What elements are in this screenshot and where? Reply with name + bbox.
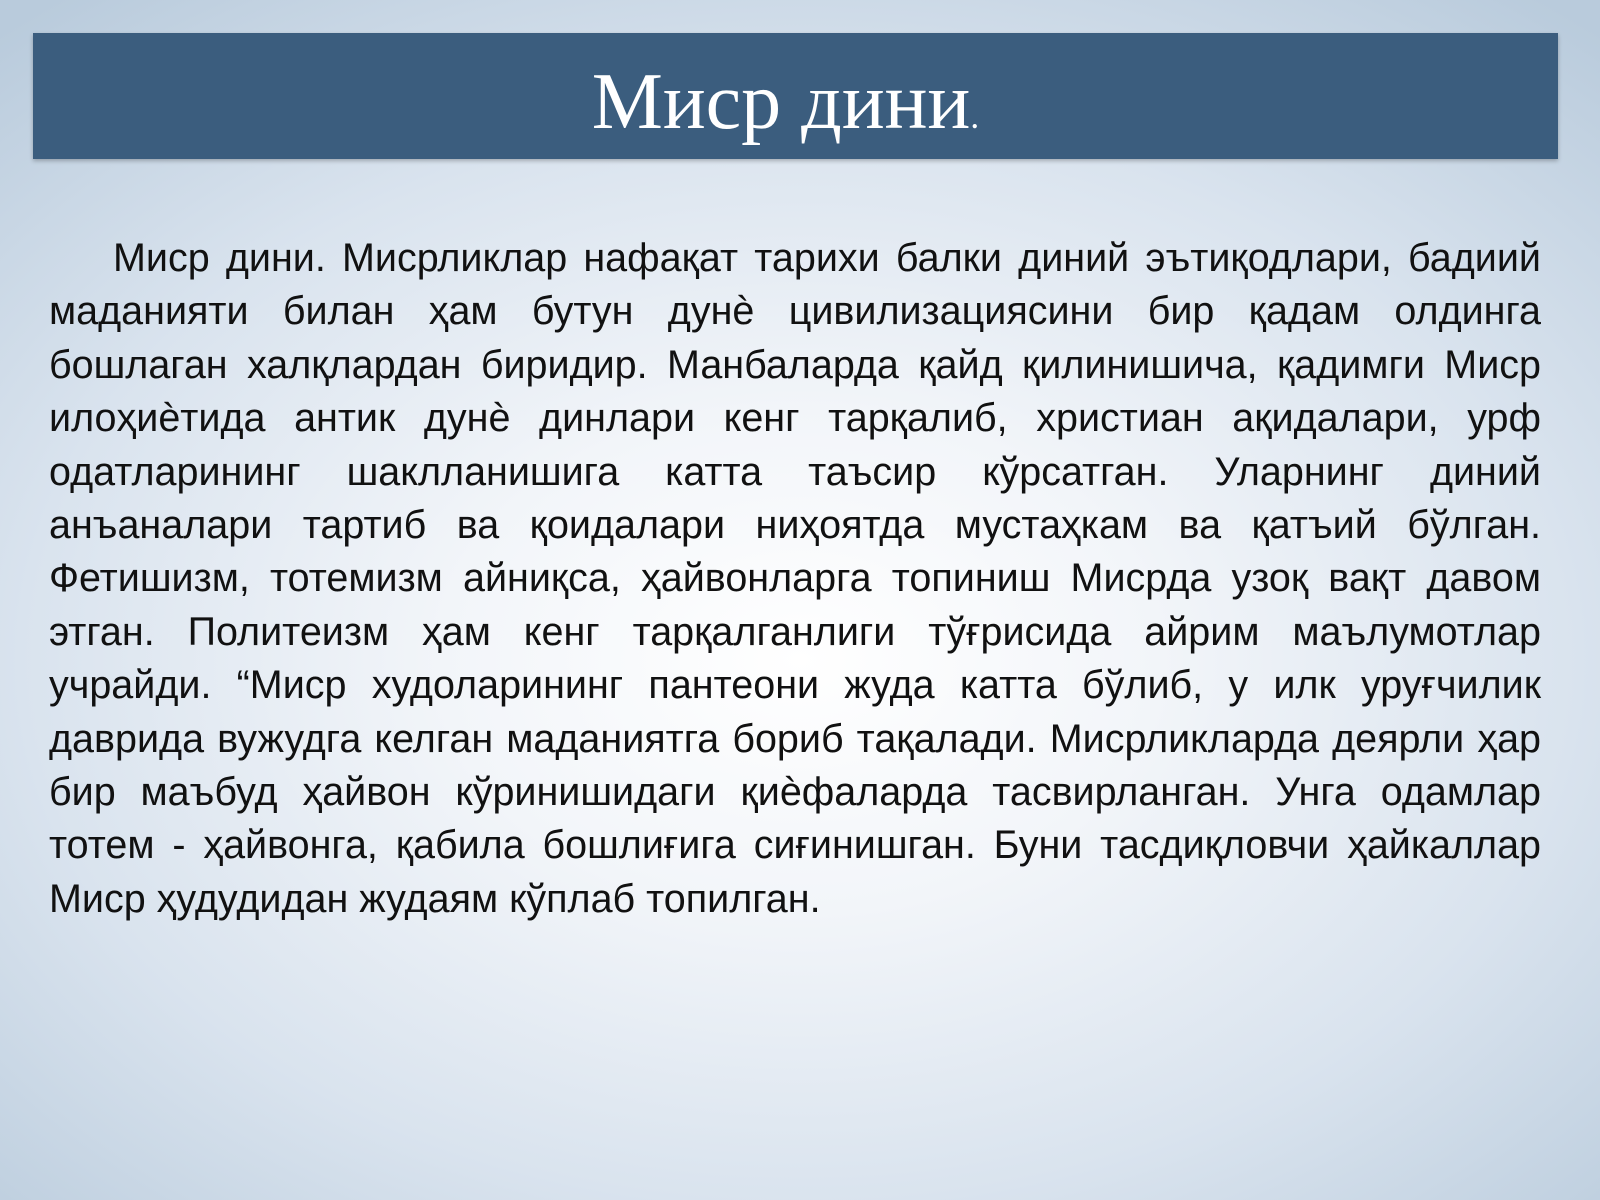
slide-title (33, 33, 1558, 159)
body-paragraph: Миср дини. Мисрликлар нафақат тарихи балки диний эътиқодлари, бадиий маданияти билан ҳам бутун дунѐ цивилизациясини бир қадам олдинга бошлаган халқлардан биридир. Манбаларда қайд қилинишича, қадимги Миср илоҳиѐтида антик дунѐ динлари кенг тарқалиб, христиан ақидалари, урф одатларининг шаклланишига катта таъсир кўрсатган. Уларнинг диний анъаналари тартиб ва қоидалари ниҳоятда мустаҳкам ва қатъий бўлган. Фетишизм, тотемизм айниқса, ҳайвонларга топиниш Мисрда узоқ вақт давом этган. Политеизм ҳам кенг тарқалганлиги тўғрисида айрим маълумотлар учрайди. “Миср худоларининг пантеони жуда катта бўлиб, у илк уруғчилик даврида вужудга келган маданиятга бориб тақалади. Мисрликларда деярли ҳар бир маъбуд ҳайвон кўринишидаги қиѐфаларда тасвирланган. Унга одамлар тотем - ҳайвонга, қабила бошлиғига сиғинишган. Буни тасдиқловчи ҳайкаллар Миср ҳудудидан жудаям кўплаб топилган. (49, 236, 1541, 921)
slide-title-dot: . (970, 96, 980, 136)
title-bar (33, 33, 1558, 159)
slide-title-text: Миср дини (591, 58, 971, 146)
